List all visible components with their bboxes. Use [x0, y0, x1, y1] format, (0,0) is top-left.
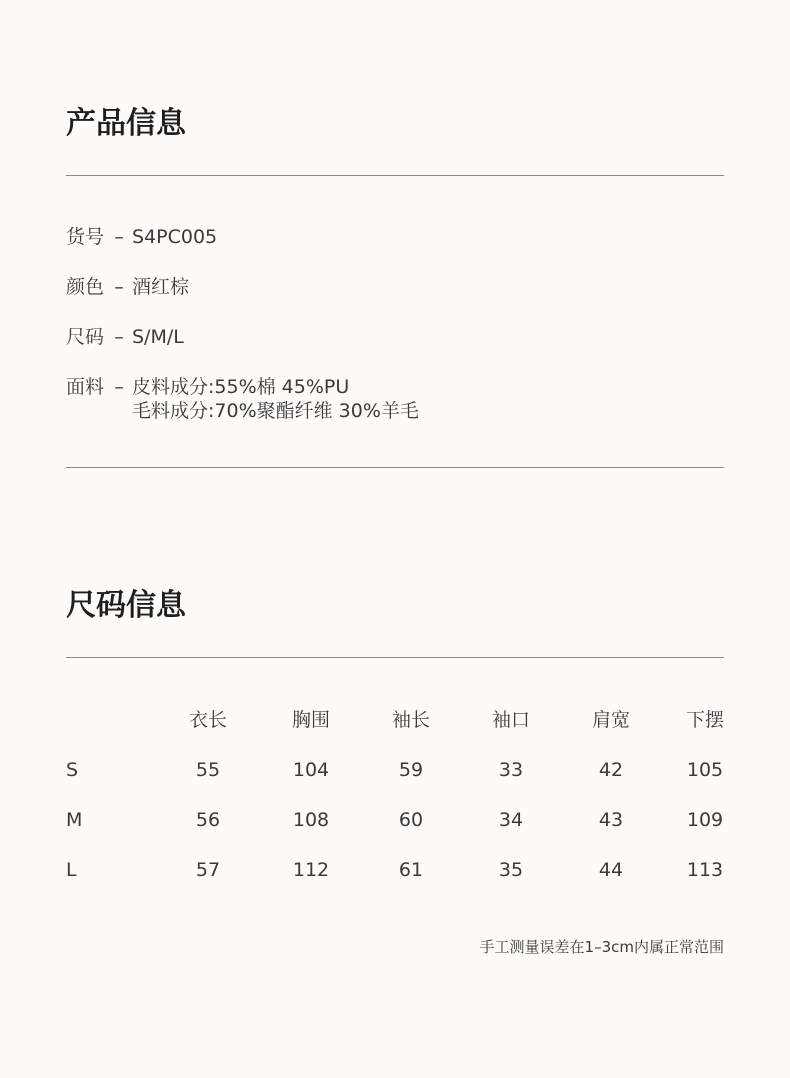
size-info-title: 尺码信息: [66, 588, 186, 623]
size-table-header: 袖口: [491, 709, 530, 731]
info-row-size: [66, 325, 184, 349]
size-table-cell: 105: [686, 759, 724, 781]
divider: [66, 467, 724, 468]
info-separator: –: [114, 376, 124, 398]
divider: [66, 175, 724, 176]
size-table-cell: 57: [195, 859, 221, 881]
size-table-cell: 43: [598, 809, 624, 831]
info-value: 酒红棕: [132, 276, 190, 298]
size-row-label: L: [66, 859, 77, 881]
size-table-cell: 59: [398, 759, 424, 781]
size-table-cell: 35: [498, 859, 524, 881]
info-label: 面料: [66, 376, 105, 398]
info-label: 尺码: [66, 326, 105, 348]
measurement-note: 手工测量误差在1–3cm内属正常范围: [479, 938, 724, 956]
info-value: S4PC005: [132, 226, 218, 248]
size-table-cell: 33: [498, 759, 524, 781]
size-row-label: M: [66, 809, 83, 831]
size-table-header: 肩宽: [591, 709, 630, 731]
size-row-label: S: [66, 759, 79, 781]
product-info-title: 产品信息: [66, 106, 186, 141]
info-row-color: [66, 275, 189, 299]
size-table-cell: 108: [292, 809, 330, 831]
size-table-cell: 109: [686, 809, 724, 831]
size-table-header: 下摆: [685, 709, 724, 731]
info-label: 货号: [66, 226, 105, 248]
size-table-cell: 56: [195, 809, 221, 831]
size-table-cell: 61: [398, 859, 424, 881]
size-table-cell: 60: [398, 809, 424, 831]
info-value: S/M/L: [132, 326, 184, 348]
info-separator: –: [114, 226, 124, 248]
info-row-fabric: [66, 375, 349, 399]
size-table-cell: 55: [195, 759, 221, 781]
size-table-cell: 34: [498, 809, 524, 831]
size-table-cell: 44: [598, 859, 624, 881]
size-table-header: 胸围: [291, 709, 330, 731]
info-label: 颜色: [66, 276, 105, 298]
info-value-line2: 毛料成分:70%聚酯纤维 30%羊毛: [132, 400, 419, 422]
size-table-header: 衣长: [188, 709, 227, 731]
info-separator: –: [114, 276, 124, 298]
info-value: 皮料成分:55%棉 45%PU: [132, 376, 350, 398]
size-table-cell: 42: [598, 759, 624, 781]
size-table-cell: 104: [292, 759, 330, 781]
info-row-item-number: [66, 225, 217, 249]
size-table-header: 袖长: [391, 709, 430, 731]
divider: [66, 657, 724, 658]
size-table-cell: 112: [292, 859, 330, 881]
info-separator: –: [114, 326, 124, 348]
size-table-cell: 113: [686, 859, 724, 881]
